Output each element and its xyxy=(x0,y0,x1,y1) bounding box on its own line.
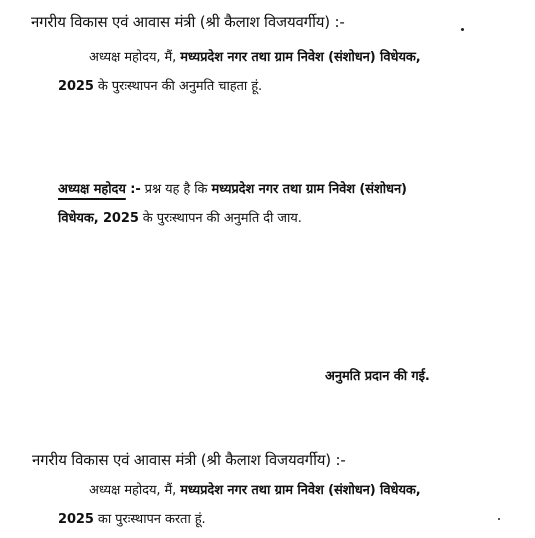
bill-name: मध्यप्रदेश नगर तथा ग्राम निवेश (संशोधन) विधेयक, xyxy=(180,50,421,65)
minister-statement-2-line1 xyxy=(89,484,421,499)
statement-text: अध्यक्ष महोदय, मैं, xyxy=(89,50,181,65)
bill-year: 2025 xyxy=(58,79,94,94)
speck-mark xyxy=(461,28,464,31)
minister-heading-1: नगरीय विकास एवं आवास मंत्री (श्री कैलाश विजयवर्गीय) :- xyxy=(31,13,345,31)
speck-mark xyxy=(498,518,500,520)
statement-text: के पुरःस्थापन की अनुमति दी जाय. xyxy=(138,211,302,226)
minister-statement-1-line2 xyxy=(58,80,262,95)
statement-text: का पुरःस्थापन करता हूं. xyxy=(93,512,206,527)
minister-statement-2-line2 xyxy=(58,513,206,528)
bill-name-year: विधेयक, 2025 xyxy=(58,211,139,226)
speaker-label-suffix: :- xyxy=(125,182,141,197)
bill-name: मध्यप्रदेश नगर तथा ग्राम निवेश (संशोधन) xyxy=(211,182,407,197)
speaker-statement-line1 xyxy=(58,183,407,198)
statement-text: अध्यक्ष महोदय, मैं, xyxy=(89,483,181,498)
minister-heading-2: नगरीय विकास एवं आवास मंत्री (श्री कैलाश विजयवर्गीय) :- xyxy=(32,451,346,469)
speaker-label: अध्यक्ष महोदय xyxy=(58,182,126,197)
statement-text: प्रश्न यह है कि xyxy=(140,182,212,197)
permission-granted: अनुमति प्रदान की गई. xyxy=(325,369,430,384)
minister-statement-1-line1 xyxy=(89,51,421,66)
bill-year: 2025 xyxy=(58,512,94,527)
bill-name: मध्यप्रदेश नगर तथा ग्राम निवेश (संशोधन) विधेयक, xyxy=(180,483,421,498)
speaker-statement-line2 xyxy=(58,212,302,227)
statement-text: के पुरःस्थापन की अनुमति चाहता हूं. xyxy=(93,79,263,94)
